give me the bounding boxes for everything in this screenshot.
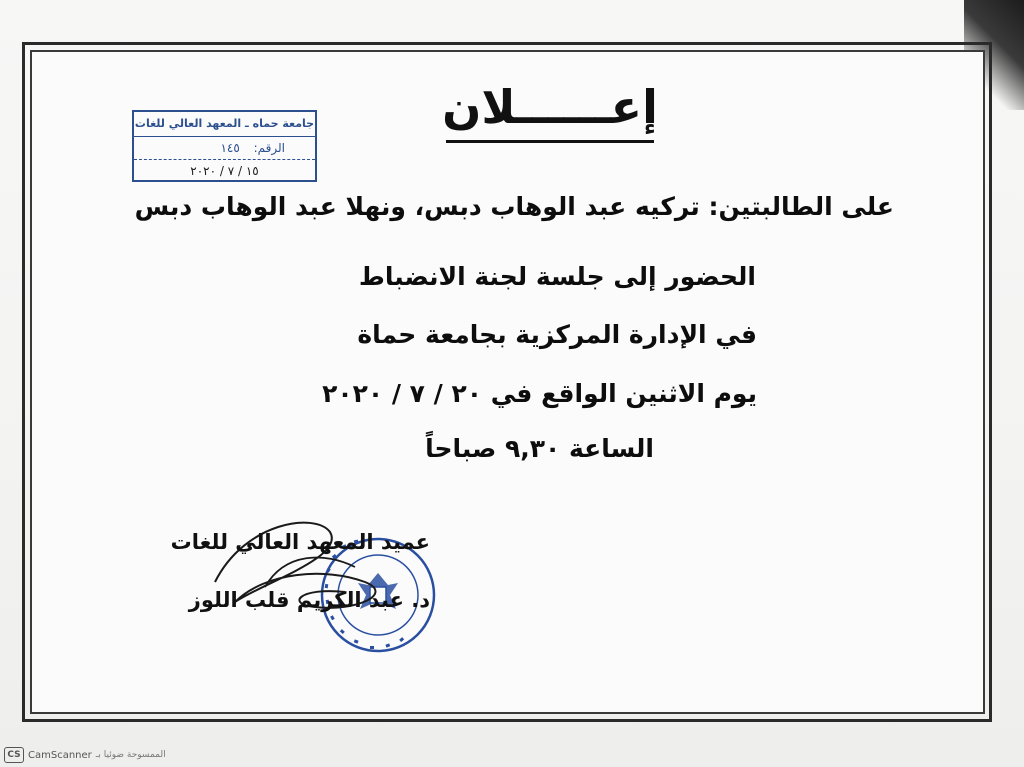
announcement-line-location: في الإدارة المركزية بجامعة حماة	[357, 320, 757, 349]
stamp-number-row	[134, 137, 315, 160]
announcement-line-recipients: على الطالبتين: تركيه عبد الوهاب دبس، ونهلا عبد الوهاب دبس	[134, 192, 894, 221]
stamp-number: ١٤٥	[220, 141, 240, 155]
scanner-caption: الممسوحة ضوئيا بـ	[95, 750, 166, 760]
scanner-watermark	[4, 747, 166, 763]
announcement-line-date: يوم الاثنين الواقع في ٢٠ / ٧ / ٢٠٢٠	[322, 379, 757, 408]
camscanner-badge-icon: CS	[4, 747, 24, 763]
scanner-app-name: CamScanner	[28, 749, 92, 761]
signatory-name: د. عبد الكريم قلب اللوز	[188, 588, 430, 612]
reference-stamp	[132, 110, 317, 182]
stamp-institution: جامعة حماه ـ المعهد العالي للغات	[134, 112, 315, 137]
announcement-title: إعــــــلان	[442, 80, 658, 134]
announcement-line-time: الساعة ٩,٣٠ صباحاً	[425, 434, 654, 463]
stamp-date: ١٥ / ٧ / ٢٠٢٠	[190, 164, 259, 178]
announcement-line-attend: الحضور إلى جلسة لجنة الانضباط	[358, 262, 756, 291]
signatory-title: عميد المعهد العالي للغات	[170, 530, 430, 554]
stamp-number-label: الرقم:	[253, 141, 285, 155]
title-underline	[446, 140, 654, 143]
